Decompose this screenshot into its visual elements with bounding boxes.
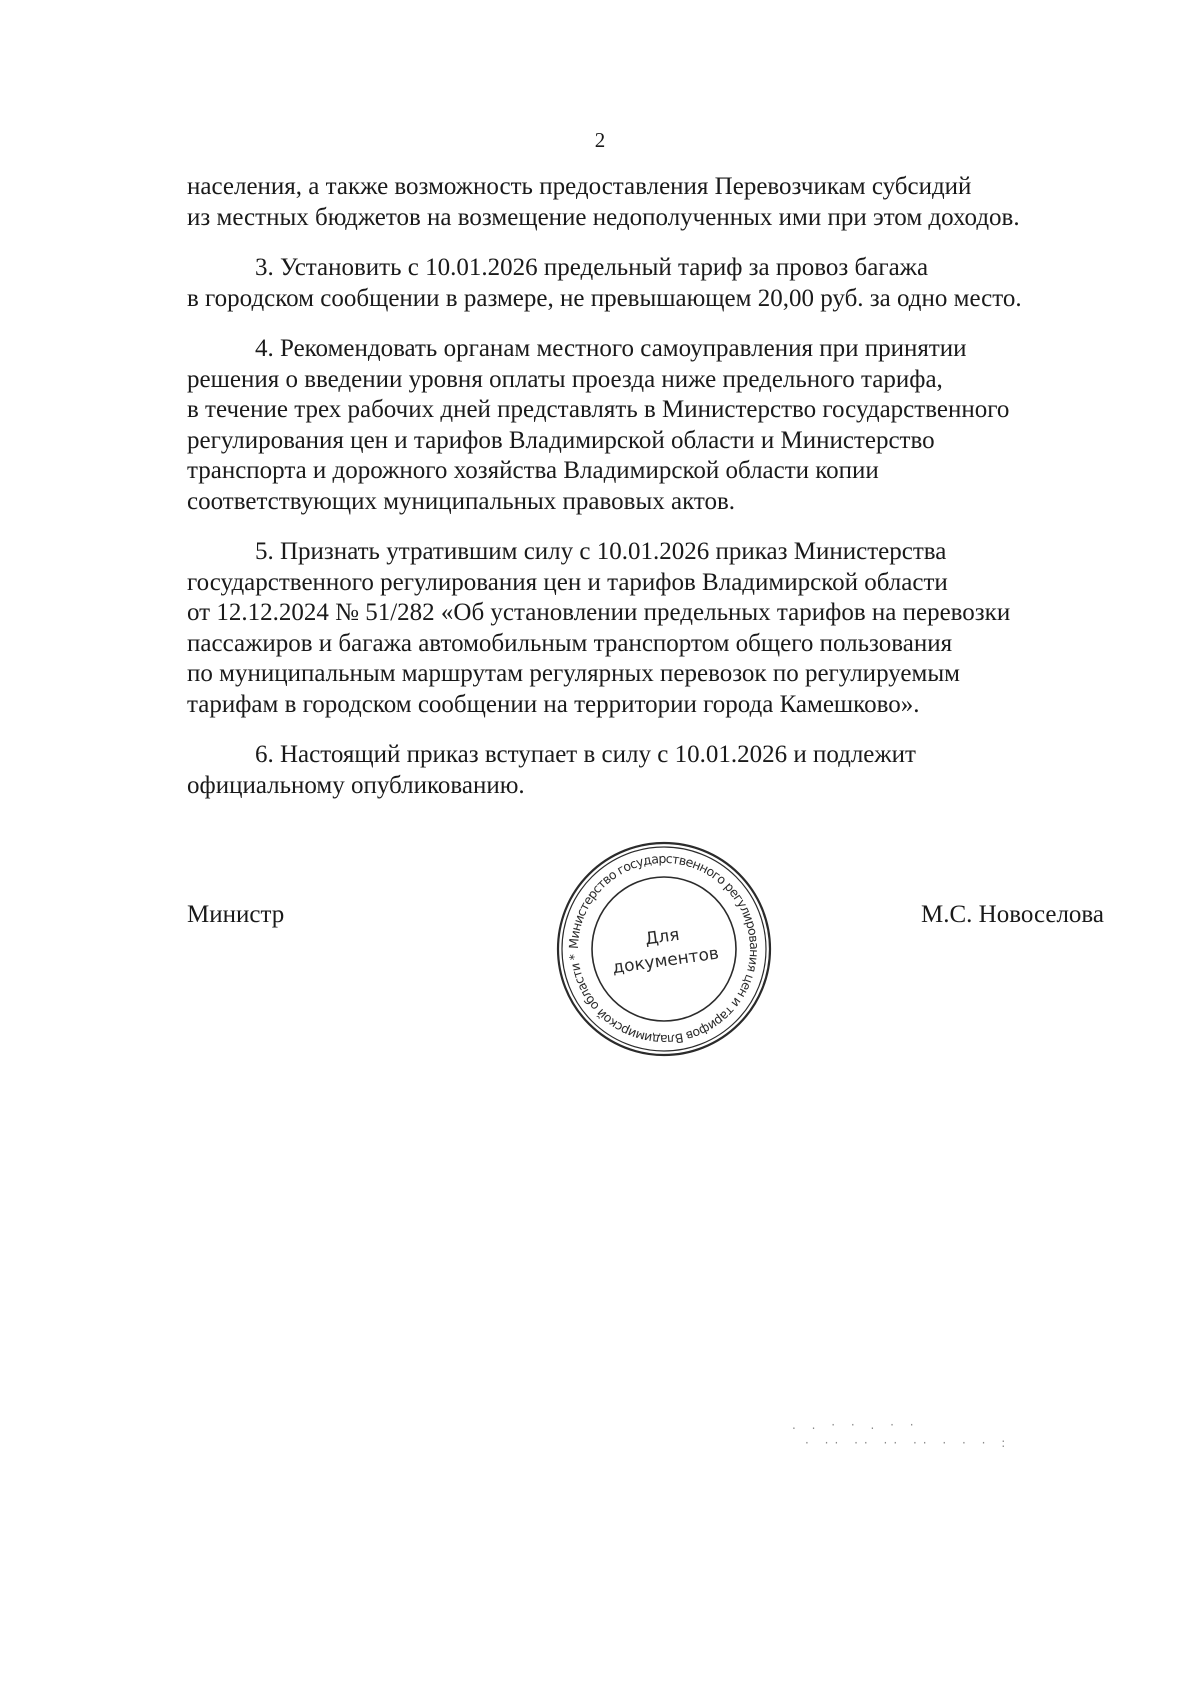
- paragraph-item-4: 4. Рекомендовать органам местного самоуправления при принятии решения о введении уровня оплаты проезда ниже предельного тарифа, в течение трех рабочих дней представлять в Министерство государственного регулирования цен и тарифов Владимирской области и Министерство транспорта и дорожного хозяйства Владимирской области копии соответствующих муниципальных правовых актов.: [187, 335, 1010, 515]
- paragraph-item-3: 3. Установить с 10.01.2026 предельный тариф за провоз багажа в городском сообщении в размере, не превышающем 20,00 руб. за одно место.: [187, 254, 1022, 312]
- paragraph-item-6: 6. Настоящий приказ вступает в силу с 10.01.2026 и подлежит официальному опубликованию.: [187, 741, 916, 799]
- paragraph-continuation: населения, а также возможность предоставления Перевозчикам субсидий из местных бюджетов на возмещение недополученных ими при этом доходов.: [187, 173, 1020, 231]
- scan-noise-dots: . . · · . · ·: [792, 1418, 920, 1432]
- document-body: [187, 172, 1104, 821]
- scan-noise-dots: · ·· ·· ·· ·· · · · :: [805, 1436, 1012, 1450]
- official-seal-stamp: [553, 838, 775, 1060]
- seal-ring-text: Министерство государственного регулирования цен и тарифов Владимирской области *: [565, 850, 763, 1048]
- paragraph-item-5: 5. Признать утратившим силу с 10.01.2026 приказ Министерства государственного регулирования цен и тарифов Владимирской области от 12.12.2024 № 51/282 «Об установлении предельных тарифов на перевозки пассажиров и багажа автомобильным транспортом общего пользования по муниципальным маршрутам регулярных перевозок по регулируемым тарифам в городском сообщении на территории города Камешково».: [187, 538, 1011, 718]
- seal-center-line-1: Для: [643, 924, 681, 950]
- signatory-name: М.С. Новоселова: [920, 901, 1104, 928]
- signatory-title: Министр: [187, 901, 285, 928]
- page-number: 2: [594, 128, 606, 152]
- seal-center-line-2: документов: [611, 943, 721, 979]
